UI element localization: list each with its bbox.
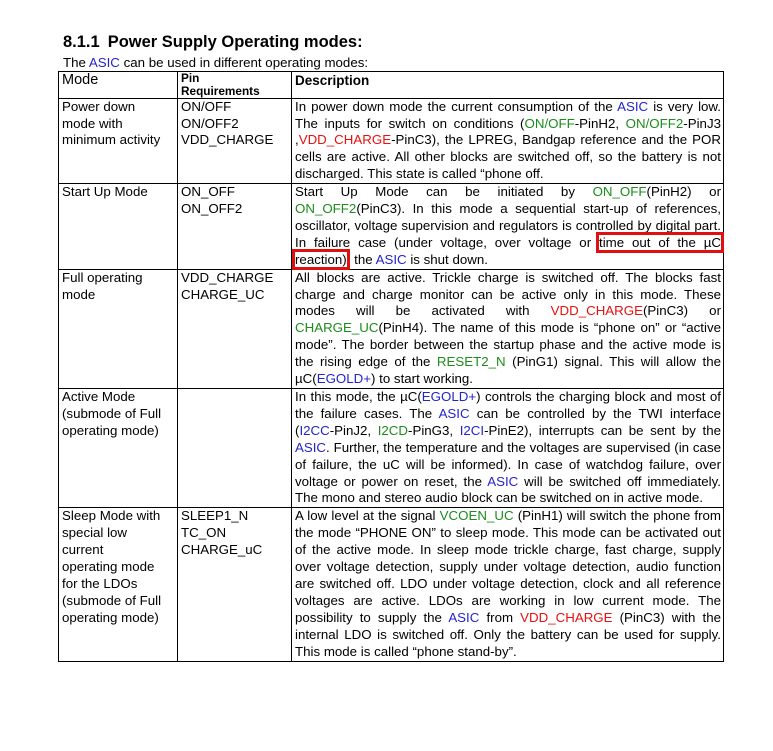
header-pin-line1: Pin <box>181 71 200 85</box>
mode-line: Start Up Mode <box>62 184 148 200</box>
description-text: -PinJ3 , <box>295 115 721 148</box>
description-text: I2CC <box>299 422 330 438</box>
pin-line: TC_ON <box>181 525 227 541</box>
table-row <box>59 508 724 661</box>
description-text: ON/OFF <box>524 115 575 131</box>
description-text: (PinC3) or <box>642 303 721 319</box>
description-text: I2CD <box>377 422 409 438</box>
description-text: In power down mode the current consumption of the <box>295 98 618 114</box>
description-text: EGOLD+ <box>316 371 372 387</box>
pin-cell <box>178 98 292 184</box>
intro-prefix: The <box>63 55 89 70</box>
pin-line: CHARGE_UC <box>181 286 265 302</box>
highlighted-phrase: time out of the µC reaction) <box>295 234 721 267</box>
pin-line: VDD_CHARGE <box>181 269 274 285</box>
description-text: VDD_CHARGE <box>298 132 392 148</box>
pin-line: ON/OFF <box>181 98 232 114</box>
header-pin-requirements <box>178 72 292 99</box>
description-text: -PinH2, <box>574 115 626 131</box>
pin-cell <box>178 389 292 508</box>
description-text: (PinC3). In this mode a sequential start-up of references, oscillator, voltage supervision and regulators is controlled by digital part. In failure case (under voltage, over voltage or <box>295 201 721 250</box>
section-number: 8.1.1 <box>63 33 100 51</box>
mode-cell <box>59 184 178 270</box>
description-text: (PinG1) signal. This will allow the µC( <box>295 354 722 387</box>
description-cell <box>292 269 724 388</box>
description-text: -PinJ2, <box>329 422 378 438</box>
table-header-row <box>59 72 724 99</box>
pin-line: ON/OFF2 <box>181 115 239 131</box>
section-heading <box>63 33 363 52</box>
description-text: Start Up Mode can be initiated by <box>295 184 593 200</box>
mode-cell <box>59 269 178 388</box>
mode-line: current <box>62 542 104 558</box>
description-text: In this mode, the µC( <box>295 389 422 404</box>
description-text: All blocks are active. Trickle charge is switched off. The blocks fast charge and charge monitor can be active only in this mode. These modes will be activated with <box>295 269 721 319</box>
section-title: Power Supply Operating modes: <box>107 33 363 51</box>
description-cell <box>292 508 724 661</box>
description-text: (PinC3) with the internal LDO is switched off. Only the battery can be used for supply. This mode is called “phone stand-by”. <box>295 609 722 659</box>
mode-line: operating mode <box>62 559 155 575</box>
description-text: VCOEN_UC <box>439 508 514 524</box>
description-text: can be controlled by the TWI interface ( <box>295 405 721 438</box>
description-text: ASIC <box>375 251 407 267</box>
pin-cell <box>178 184 292 270</box>
description-text: is very low. The inputs for switch on conditions ( <box>295 98 721 131</box>
description-text: VDD_CHARGE <box>550 303 643 319</box>
description-text: (PinH1) will switch the phone from the mode “PHONE ON” to sleep mode. This mode can be activated out of the active mode. In sleep mode trickle charge, fast charge, supply over voltage detection, supply under voltage detection, audio function are switched off. LDO under voltage detection, clock and all reference voltages are active. LDOs are working in low current mode. The possibility to supply the <box>295 508 722 625</box>
description-text: ASIC <box>295 439 327 455</box>
pin-line: VDD_CHARGE <box>181 132 274 148</box>
description-text: ASIC <box>487 473 519 489</box>
mode-line: operating mode) <box>62 422 159 438</box>
table-row <box>59 184 724 270</box>
pin-line: ON_OFF2 <box>181 201 243 217</box>
description-text: -PinC3), the LPREG, Bandgap reference and the POR cells are active. All other blocks are switched off, so the battery is not discharged. This state is called “phone off. <box>295 132 721 182</box>
pin-cell <box>178 508 292 661</box>
description-text: ON/OFF2 <box>625 115 684 131</box>
pin-line: ON_OFF <box>181 184 235 200</box>
intro-asic-term: ASIC <box>88 55 120 70</box>
mode-line: Full operating <box>62 269 143 285</box>
description-text: ) to start working. <box>371 371 474 387</box>
mode-line: Sleep Mode with <box>62 508 161 524</box>
pin-cell <box>178 269 292 388</box>
description-text: , the <box>346 251 376 267</box>
description-text: ON_OFF2 <box>295 201 357 217</box>
mode-line: Power down <box>62 98 136 114</box>
description-text: CHARGE_UC <box>295 320 379 336</box>
description-text: is shut down. <box>406 251 488 267</box>
description-text: (PinH4). The name of this mode is “phone on” or “active mode”. The border between the startup phase and the active mode is the rising edge of the <box>295 320 721 370</box>
mode-line: mode <box>62 286 96 302</box>
description-text: . Further, the temperature and the voltages are supervised (in case of failure, the uC will be informed). In case of watchdog failure, over voltage or power on reset, the <box>295 439 721 489</box>
mode-cell <box>59 98 178 184</box>
description-text: RESET2_N <box>436 354 506 370</box>
mode-line: special low <box>62 525 128 541</box>
mode-line: for the LDOs <box>62 575 138 591</box>
mode-line: operating mode) <box>62 609 159 625</box>
mode-line: (submode of Full <box>62 592 162 608</box>
description-cell <box>292 98 724 184</box>
table-row <box>59 98 724 184</box>
description-text: from <box>479 609 521 625</box>
intro-suffix: can be used in different operating modes: <box>119 55 369 70</box>
description-text: -PinG3, <box>408 422 460 438</box>
mode-line: minimum activity <box>62 132 161 148</box>
mode-line: Active Mode <box>62 389 136 404</box>
description-text: ASIC <box>438 405 470 421</box>
description-text: I2CI <box>459 422 485 438</box>
mode-line: (submode of Full <box>62 405 162 421</box>
header-description: Description <box>292 72 724 99</box>
description-text: -PinE2), interrupts can be sent by the <box>484 422 721 438</box>
description-text: EGOLD+ <box>421 389 477 404</box>
description-text: will be switched off immediately. The mono and stereo audio block can be switched on in active mode. <box>295 473 721 506</box>
pin-line: SLEEP1_N <box>181 508 249 524</box>
description-text: ) controls the charging block and most of the failure cases. The <box>295 389 722 421</box>
description-text: ASIC <box>617 98 649 114</box>
description-text: VDD_CHARGE <box>520 609 613 625</box>
mode-line: mode with <box>62 115 123 131</box>
header-mode: Mode <box>59 72 178 99</box>
description-text: (PinH2) or <box>646 184 721 200</box>
mode-cell <box>59 508 178 661</box>
description-text: A low level at the signal <box>295 508 440 524</box>
description-cell <box>292 389 724 508</box>
mode-cell <box>59 389 178 508</box>
intro-sentence <box>63 55 368 70</box>
header-pin-line2: Requirements <box>181 83 260 98</box>
table-row <box>59 269 724 388</box>
pin-line: CHARGE_uC <box>181 542 263 558</box>
table-row <box>59 389 724 508</box>
description-text: ON_OFF <box>592 184 647 200</box>
operating-modes-table <box>58 71 724 662</box>
description-text: ASIC <box>448 609 480 625</box>
description-cell <box>292 184 724 270</box>
